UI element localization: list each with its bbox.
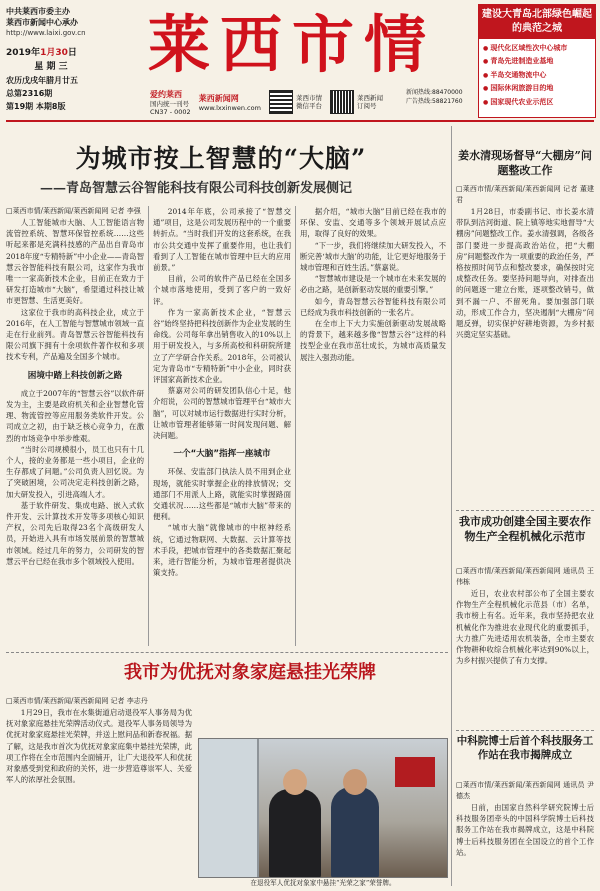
right2-body <box>456 566 594 726</box>
paragraph: 2014年年底，公司承接了“智慧交通”项目，这是公司发展历程中的一个重要转折点。“当时我们开发的这套系统，在我市公共交通中发挥了重要作用，也让我们看到了人工智能在城市管理中巨大的应用前景。” <box>153 207 291 273</box>
co-sponsor: 莱西市新闻中心承办 <box>6 18 78 27</box>
badge-wechat: 莱西市情 微信平台 <box>269 90 322 114</box>
lead-column-1 <box>6 206 144 646</box>
section-divider <box>456 730 594 731</box>
column-divider <box>451 126 452 886</box>
lead-subhead: ——青岛智慧云谷智能科技有限公司科技创新发展侧记 <box>40 181 353 196</box>
issue-number: 第19期 本期8版 <box>6 102 66 111</box>
issue-date: 2019年1月30日 <box>6 48 77 58</box>
byline: □莱西市情/莱西新闻/莱西新闻网 通讯员 尹德杰 <box>456 781 594 800</box>
right1-headline: 姜水清现场督导“大棚房”问题整改工作 <box>458 149 592 177</box>
paragraph: 在全市上下大力实施创新驱动发展战略的背景下，越来越多像“智慧云谷”这样的科技型企业在我市茁壮成长，为城市高质量发展注入强劲动能。 <box>300 319 446 362</box>
paragraph: 基于软件研发、集成电路、嵌入式软件开发、云计算技术开发等多项核心知识产权，公司先后取得23名个高级研发人员，开始进入具有市场发展前景的智慧城市领域。经过几年的努力，公司研发的智慧云平台已经在我市多个领域投入使用。 <box>6 500 144 566</box>
lead-column-3 <box>300 206 446 646</box>
section-heading: 一个“大脑”指挥一座城市 <box>173 449 271 460</box>
photo-caption: 在退役军人优抚对象家中悬挂“光荣之家”荣誉牌。 <box>250 879 396 887</box>
story2-body <box>6 696 192 888</box>
paragraph: 环保、安监部门执法人员不用到企业现场，就能实时掌握企业的排放情况；交通部门不用派人上路，就能实时掌握路面交通状况……这些都是“城市大脑”带来的便利。 <box>153 467 291 522</box>
paragraph: 1月28日，市委副书记、市长姜水清带队到沽河街道、院上镇等地实地督导“大棚房”问题整改工作。姜水清强调，各级各部门要进一步提高政治站位，把“大棚房”问题整改作为一项重要的政治任务，严格按照时间节点和整改要求，确保按时完成整改任务。要坚持问题导向，对排查出的问题逐一建立台账，逐项整改销号，做到不漏一户、不留死角。要加强部门联动，形成工作合力，坚决遏制“大棚房”问题反弹，切实保护好耕地资源，为乡村振兴奠定坚实基础。 <box>456 207 594 340</box>
qr-code-icon <box>269 90 293 114</box>
masthead-info <box>6 6 124 113</box>
paragraph: 人工智能城市大脑、人工智能语言物流管控系统、智慧环保管控系统……这些听起来都是充满科技感的产品出自青岛市2018年度“专精特新”中小企业——青岛智慧云谷智能科技有限公司，这家作为我市唯一一家高新技术企业，目前正在致力于研发打造城市“大脑”，希望通过科技让城市更智慧、生活更美好。 <box>6 218 144 306</box>
paragraph: 目前，公司的软件产品已经在全国多个城市落地使用，受到了客户的一致好评。 <box>153 274 291 306</box>
byline: □莱西市情/莱西新闻/莱西新闻网 记者 李强 <box>6 207 141 215</box>
story2-photo <box>198 738 448 878</box>
paragraph: “当时公司规模很小，员工也只有十几个人，接的业务都是一些小项目，企业的生存都成了问题。”公司负责人回忆说。为了突破困境，公司决定走科技创新之路，加大研发投入，引进高端人才。 <box>6 444 144 499</box>
media-badges <box>150 86 450 118</box>
right2-headline: 我市成功创建全国主要农作物生产全程机械化示范市 <box>459 515 591 543</box>
slogan-item: ● 国际休闲旅游目的地 <box>483 82 591 95</box>
column-divider <box>148 206 149 646</box>
column-divider <box>295 206 296 646</box>
paragraph: 日前，由国家自然科学研究院博士后科技服务团牵头的中国科学院博士后科技服务工作站在我市揭牌成立，这是中科院博士后科技服务团在全国设立的首个工作站。 <box>456 803 594 857</box>
paragraph: 1月29日，我市在水集街道启动退役军人事务局为优抚对象家庭悬挂光荣牌活动仪式。退役军人事务局领导为优抚对象家庭悬挂光荣牌，并送上慰问品和新春祝福。据了解，这是我市首次为优抚对象家庭集中悬挂光荣牌，此项工作将在全市范围内全面铺开，让广大退役军人和优抚对象感受到党和政府的关怀，进一步营造尊崇军人、关爱军人的浓厚社会氛围。 <box>6 708 192 785</box>
lunar-date: 农历戊戌年腊月廿五 <box>6 76 78 85</box>
paragraph: 据介绍，“城市大脑”目前已经在我市的环保、安监、交通等多个领域开展试点应用，取得了良好的效果。 <box>300 207 446 239</box>
right3-headline: 中科院博士后首个科技服务工作站在我市揭牌成立 <box>456 735 594 761</box>
paragraph: 蔡嘉对公司的研发团队信心十足，他介绍说，公司的智慧城市管理平台“城市大脑”，可以对城市运行数据进行实时分析，让城市管理者能够第一时间发现问题、解决问题。 <box>153 386 291 441</box>
paragraph: 近日，农业农村部公布了全国主要农作物生产全程机械化示范县（市）名单，我市榜上有名。近年来，我市坚持把农业机械化作为推进农业现代化的重要抓手，大力推广先进适用农机装备，全市主要农作物耕种收综合机械化率达到90%以上，为乡村振兴提供了有力支撑。 <box>456 589 594 666</box>
qr-code-icon <box>330 90 354 114</box>
total-issue: 总第2316期 <box>6 89 53 98</box>
sponsor: 中共莱西市委主办 <box>6 7 70 16</box>
paragraph: “智慧城市建设是一个城市在未来发展的必由之路，是创新驱动发展的重要引擎。” <box>300 274 446 295</box>
paragraph: 这家位于我市的高科技企业，成立于2016年，在人工智能与智慧城市领域一直走在行业前列。青岛智慧云谷智能科技有限公司旗下拥有十余项软件著作权和多项技术专利，产品遍及全国多个城市。 <box>6 307 144 362</box>
badge-news-site: 莱西新闻网 www.lxxinwen.com <box>198 93 261 112</box>
section-divider <box>6 652 448 653</box>
slogan-item: ● 半岛交通物流中心 <box>483 69 591 82</box>
newspaper-title: 莱西市情 <box>147 8 436 81</box>
story2-headline: 我市为优抚对象家庭悬挂光荣牌 <box>124 662 376 683</box>
right3-body <box>456 780 594 886</box>
lead-headline: 为城市按上智慧的“大脑” <box>75 144 367 173</box>
lead-column-2 <box>153 206 291 646</box>
slogan-item: ● 现代化区域性次中心城市 <box>483 42 591 55</box>
byline: □莱西市情/莱西新闻/莱西新闻网 通讯员 王伟栋 <box>456 567 594 586</box>
section-divider <box>456 510 594 511</box>
slogan-item: ● 青岛先进制造业基地 <box>483 55 591 68</box>
honor-plaque-icon <box>395 757 435 787</box>
contacts: 新闻热线:88470000 广告热线:58821760 <box>406 89 463 105</box>
masthead-rule <box>6 120 594 122</box>
paragraph: 如今，青岛智慧云谷智能科技有限公司已经成为我市科技创新的一张名片。 <box>300 296 446 317</box>
paragraph: 作为一家高新技术企业，“智慧云谷”始终坚持把科技创新作为企业发展的生命线。公司每年拿出销售收入的10%以上用于研发投入，与多所高校和科研院所建立了产学研合作关系。2018年，公司被认定为青岛市“专精特新”中小企业，同时获评国家高新技术企业。 <box>153 307 291 385</box>
weekday: 星 期 三 <box>34 62 68 72</box>
paragraph: “城市大脑”就像城市的中枢神经系统，它通过物联网、大数据、云计算等技术手段，把城市管理中的各类数据汇聚起来，进行智能分析，为城市管理者提供决策支持。 <box>153 523 291 578</box>
paragraph: “下一步，我们将继续加大研发投入，不断完善‘城市大脑’的功能，让它更好地服务于城市管理和百姓生活。”蔡嘉说。 <box>300 240 446 273</box>
badge-app: 爱约莱西 国内统一刊号 CN37 - 0002 <box>150 89 191 116</box>
slogan-item: ● 国家现代农业示范区 <box>483 96 591 109</box>
section-heading: 困境中踏上科技创新之路 <box>27 370 123 381</box>
site-url: http://www.laixi.gov.cn <box>6 29 86 37</box>
right1-body <box>456 184 594 506</box>
slogan-header: 建设大青岛北部绿色崛起的典范之城 <box>479 5 595 39</box>
badge-subscription: 莱西新闻 订阅号 <box>330 90 383 114</box>
paragraph: 成立于2007年的“智慧云谷”以软件研发为主，主要是政府机关和企业智慧化管理、物流管控等应用服务类软件开发。公司成立之初，由于缺乏核心竞争力，在激烈的市场竞争中举步维艰。 <box>6 388 144 443</box>
byline: □莱西市情/莱西新闻/莱西新闻网 记者 董建君 <box>456 185 594 204</box>
byline: □莱西市情/莱西新闻/莱西新闻网 记者 李志丹 <box>6 697 148 705</box>
slogan-box <box>478 4 596 118</box>
